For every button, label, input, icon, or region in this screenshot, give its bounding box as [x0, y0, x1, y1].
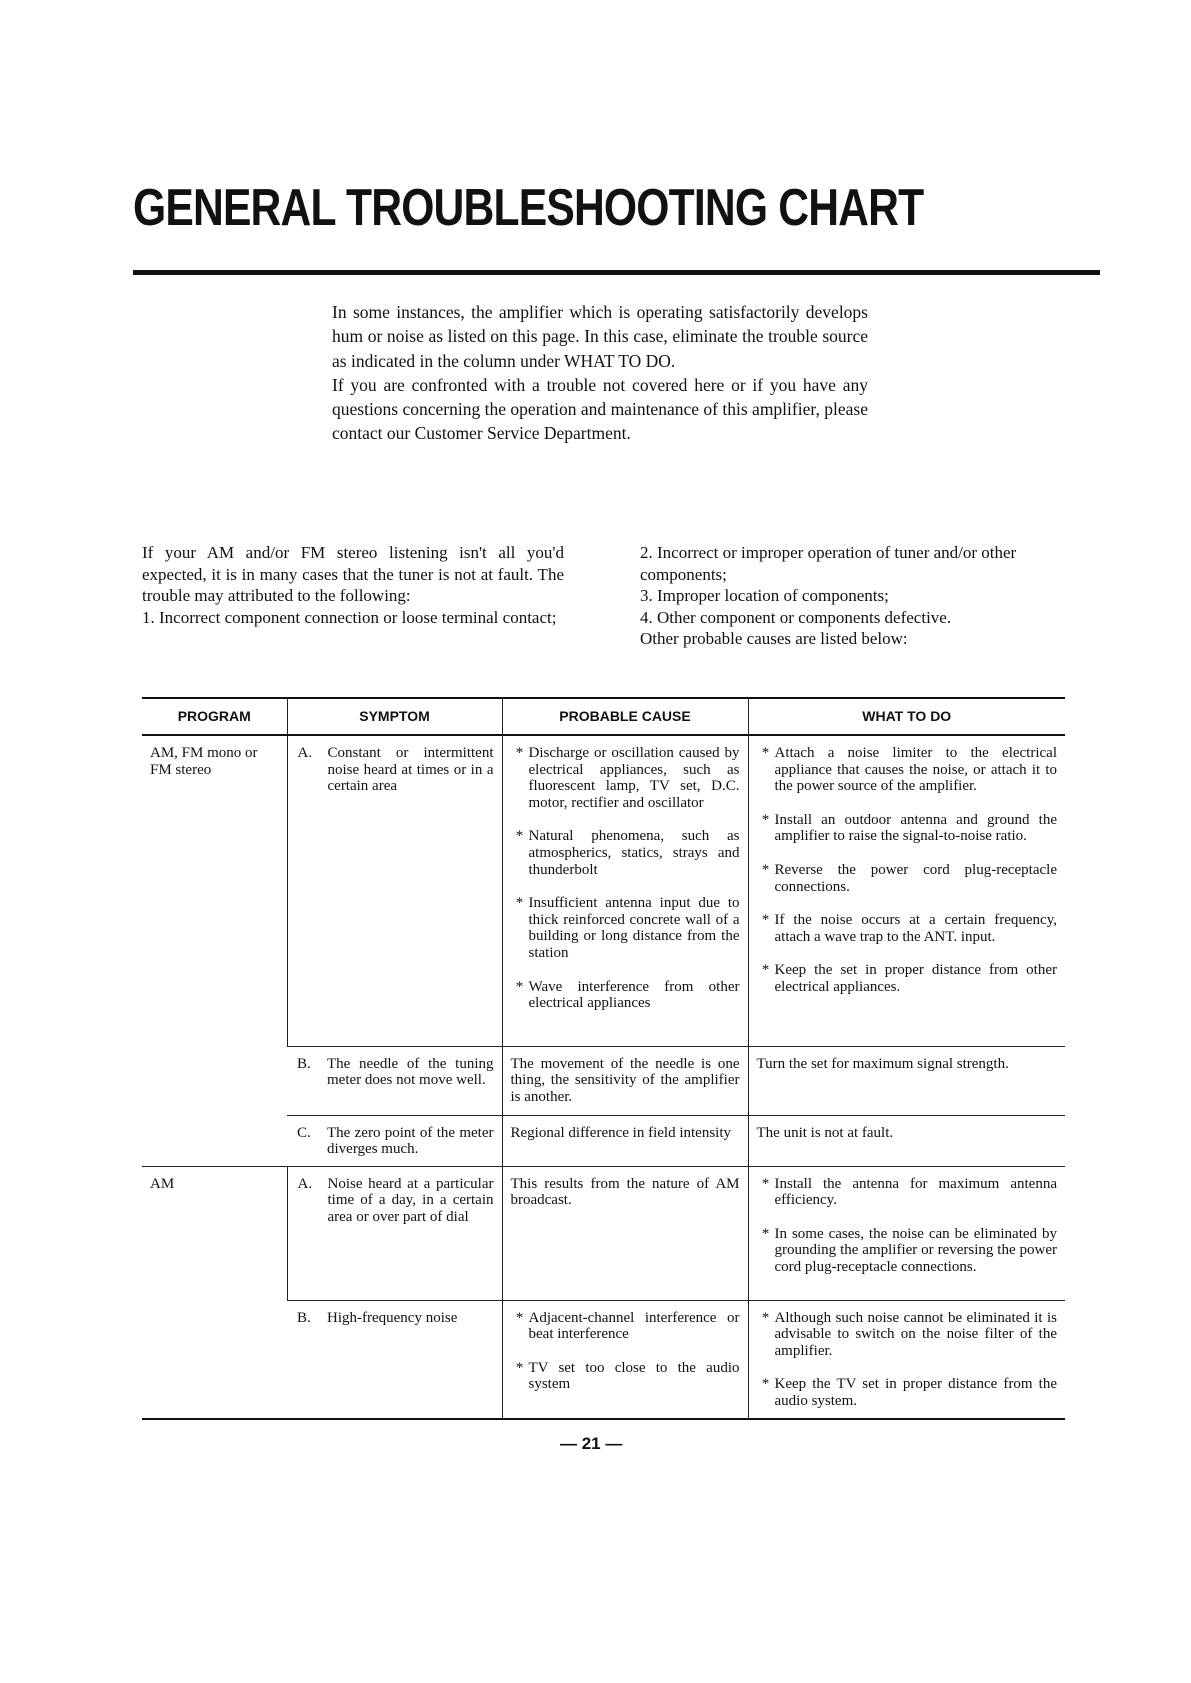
- paragraph: 3. Improper location of components;: [640, 586, 889, 605]
- table-row: [142, 735, 1065, 1046]
- paragraph: 2. Incorrect or improper operation of tuner and/or other components;: [640, 543, 1017, 584]
- action-item-list: [757, 1310, 1058, 1410]
- asterisk: *: [761, 1376, 770, 1393]
- symptom-text: The zero point of the meter diverges much.: [327, 1124, 494, 1158]
- symptom-cell: [287, 735, 502, 1046]
- table-row: [142, 1166, 1065, 1300]
- symptom-text: The needle of the tuning meter does not move well.: [327, 1055, 494, 1089]
- action-item-text: Install the antenna for maximum antenna efficiency.: [774, 1175, 1057, 1209]
- asterisk: *: [515, 895, 524, 912]
- title-rule: [133, 270, 1100, 275]
- symptom: [295, 1125, 494, 1158]
- header-cause: PROBABLE CAUSE: [502, 698, 748, 735]
- action-cell: [748, 1046, 1065, 1115]
- intro-text: [332, 300, 868, 446]
- symptom-cell: [287, 1300, 502, 1418]
- cause-item-list: [511, 745, 740, 1012]
- intro-paragraph: If you are confronted with a trouble not covered here or if you have any questions concerning the operation and maintenance of this amplifier, please contact our Customer Service Department.: [332, 374, 868, 444]
- symptom-cell: [287, 1166, 502, 1300]
- asterisk: *: [761, 861, 770, 878]
- action-item-list: [757, 1176, 1058, 1276]
- cause-cell: [502, 1046, 748, 1115]
- intro-paragraph: In some instances, the amplifier which is operating satisfactorily develops hum or noise as listed on this page. In this case, eliminate the trouble source as indicated in the column under WHAT TO DO.: [332, 302, 868, 371]
- symptom: [295, 1310, 494, 1327]
- action-item-text: Attach a noise limiter to the electrical appliance that causes the noise, or attach it to the power source of the amplifier.: [774, 745, 1057, 795]
- action-text: The unit is not at fault.: [756, 1124, 894, 1141]
- action-cell: [748, 1115, 1065, 1166]
- action-item: [757, 1376, 1058, 1409]
- left-column-text: [142, 542, 564, 628]
- action-item-text: Reverse the power cord plug-receptacle connections.: [774, 861, 1057, 895]
- asterisk: *: [515, 1359, 524, 1376]
- paragraph: 4. Other component or components defective.: [640, 607, 952, 627]
- cause-item: [511, 895, 740, 961]
- cause-item: [511, 979, 740, 1012]
- action-item-text: If the noise occurs at a certain frequency, attach a wave trap to the ANT. input.: [774, 912, 1057, 945]
- asterisk: *: [761, 962, 770, 979]
- cause-item: [511, 828, 740, 878]
- cause-cell: [502, 735, 748, 1046]
- table-header-row: [142, 698, 1065, 735]
- cause-item-text: Discharge or oscillation caused by electrical appliances, such as fluorescent lamp, TV set, D.C. motor, rectifier and oscillator: [528, 745, 740, 811]
- page-title: GENERAL TROUBLESHOOTING CHART: [133, 179, 924, 237]
- symptom-cell: [287, 1046, 502, 1115]
- asterisk: *: [761, 811, 770, 828]
- header-symptom: SYMPTOM: [287, 698, 502, 735]
- action-item-text: In some cases, the noise can be eliminated by grounding the amplifier or reversing the power cord plug-receptacle connections.: [774, 1225, 1057, 1276]
- action-cell: [748, 1166, 1065, 1300]
- asterisk: *: [515, 978, 524, 995]
- action-item: [757, 912, 1058, 945]
- action-cell: [748, 735, 1065, 1046]
- cause-item-list: [511, 1310, 740, 1393]
- symptom-text: Constant or intermittent noise heard at times or in a certain area: [327, 745, 494, 795]
- cause-item: [511, 1360, 740, 1393]
- action-item-list: [757, 745, 1058, 996]
- asterisk: *: [761, 745, 770, 761]
- cause-item: [511, 745, 740, 811]
- action-item: [757, 1226, 1058, 1276]
- header-program: PROGRAM: [142, 698, 287, 735]
- asterisk: *: [515, 1309, 524, 1326]
- cause-item-text: Natural phenomena, such as atmospherics, statics, strays and thunderbolt: [528, 828, 740, 878]
- cause-text: The movement of the needle is one thing, the sensitivity of the amplifier is another.: [510, 1055, 740, 1105]
- action-item: [757, 1176, 1058, 1209]
- program-cell: AM: [142, 1166, 287, 1418]
- symptom-cell: [287, 1115, 502, 1166]
- symptom-letter: B.: [297, 1055, 311, 1072]
- asterisk: *: [515, 745, 524, 761]
- cause-cell: [502, 1300, 748, 1418]
- paragraph: 1. Incorrect component connection or loose terminal contact;: [142, 607, 557, 627]
- action-item: [757, 1310, 1058, 1360]
- paragraph: Other probable causes are listed below:: [640, 629, 908, 648]
- header-what-to-do: WHAT TO DO: [748, 698, 1065, 735]
- cause-cell: [502, 1166, 748, 1300]
- action-item-text: Keep the set in proper distance from other electrical appliances.: [774, 962, 1057, 995]
- asterisk: *: [761, 912, 770, 929]
- action-text: Turn the set for maximum signal strength.: [756, 1055, 1009, 1072]
- asterisk: *: [761, 1225, 770, 1242]
- program-cell: AM, FM mono or FM stereo: [142, 735, 287, 1166]
- cause-item: [511, 1310, 740, 1343]
- symptom-letter: C.: [297, 1124, 311, 1141]
- action-item-text: Although such noise cannot be eliminated it is advisable to switch on the noise filter of the amplifier.: [774, 1309, 1057, 1359]
- cause-text: This results from the nature of AM broadcast.: [510, 1175, 740, 1209]
- action-item-text: Install an outdoor antenna and ground the amplifier to raise the signal-to-noise ratio.: [774, 811, 1057, 845]
- cause-item-text: Wave interference from other electrical appliances: [528, 978, 740, 1012]
- troubleshooting-table: [142, 697, 1065, 1420]
- action-item-text: Keep the TV set in proper distance from the audio system.: [774, 1376, 1057, 1410]
- cause-text: Regional difference in field intensity: [510, 1124, 731, 1141]
- action-item: [757, 862, 1058, 895]
- action-item: [757, 745, 1058, 795]
- action-cell: [748, 1300, 1065, 1418]
- action-item: [757, 812, 1058, 845]
- cause-cell: [502, 1115, 748, 1166]
- symptom-text: High-frequency noise: [327, 1309, 458, 1326]
- right-column-text: [640, 542, 1062, 650]
- symptom-letter: B.: [297, 1309, 311, 1326]
- symptom-letter: A.: [297, 745, 313, 761]
- cause-item-text: TV set too close to the audio system: [528, 1359, 740, 1393]
- asterisk: *: [515, 828, 524, 845]
- symptom: [296, 745, 494, 795]
- symptom: [295, 1056, 494, 1089]
- action-item: [757, 962, 1058, 995]
- cause-item-text: Insufficient antenna input due to thick reinforced concrete wall of a building or long distance from the station: [528, 895, 740, 961]
- asterisk: *: [761, 1175, 770, 1192]
- cause-item-text: Adjacent-channel interference or beat interference: [528, 1309, 740, 1343]
- page-number: — 21 —: [560, 1434, 623, 1453]
- symptom: [296, 1176, 494, 1226]
- symptom-text: Noise heard at a particular time of a day, in a certain area or over part of dial: [327, 1175, 494, 1225]
- asterisk: *: [761, 1309, 770, 1326]
- symptom-letter: A.: [297, 1175, 313, 1192]
- paragraph: If your AM and/or FM stereo listening isn't all you'd expected, it is in many cases that the tuner is not at fault. The trouble may attributed to the following:: [142, 543, 564, 605]
